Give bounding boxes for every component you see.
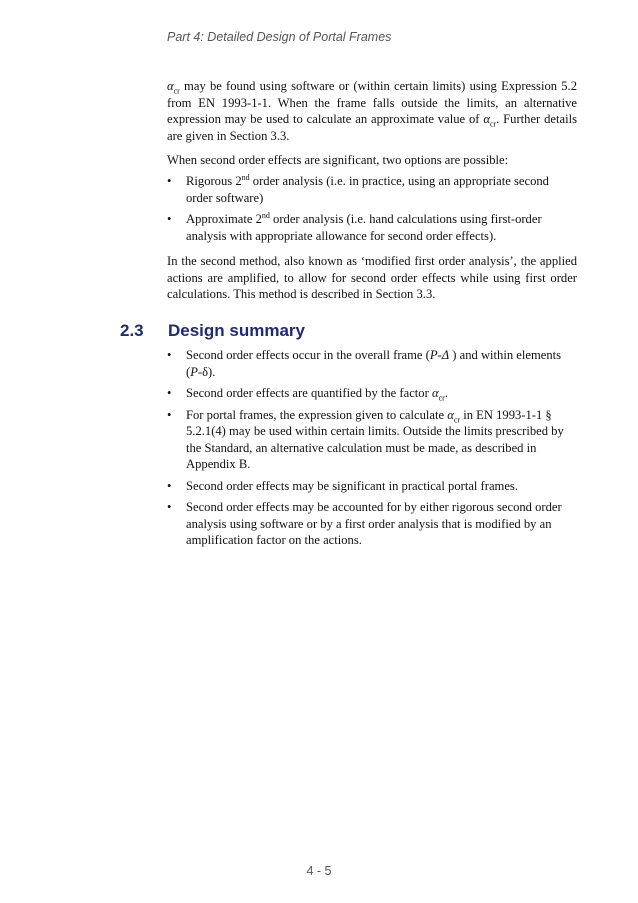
list-item: • Approximate 2nd order analysis (i.e. hand calculations using first-order analysis with appropriate allowance for second order effects). <box>167 210 542 243</box>
bullet-icon: • <box>167 212 172 226</box>
bullet-icon: • <box>167 478 172 493</box>
list-item: • Second order effects may be significant in practical portal frames. <box>167 478 518 493</box>
alpha-symbol: α <box>431 386 439 400</box>
list-item: • Rigorous 2nd order analysis (i.e. in practice, using an appropriate second order software) <box>167 172 549 205</box>
cr-subscript: cr <box>173 86 180 96</box>
summary-list <box>167 347 577 554</box>
bullet-icon: • <box>167 348 172 362</box>
bullet-icon: • <box>167 386 172 400</box>
list-item: • Second order effects occur in the overall frame (P-Δ ) and within elements (P-δ). <box>167 348 562 379</box>
page-number: 4 - 5 <box>306 864 332 878</box>
cr-subscript: cr <box>489 119 497 129</box>
list-item: • Second order effects may be accounted for by either rigorous second order analysis using software or by a first order analysis that is modified by an amplification factor on the actions. <box>167 500 562 547</box>
bullet-icon: • <box>167 174 172 188</box>
cr-subscript: cr <box>453 415 461 425</box>
alpha-symbol: α <box>483 112 490 126</box>
section-title: Design summary <box>168 321 305 340</box>
paragraph-second-method: In the second method, also known as ‘modified first order analysis’, the applied actions are amplified, to allow for second order effects while using first order calculations. This method is described in Section 3.3. <box>167 254 577 301</box>
list-item: • For portal frames, the expression given to calculate $\alpha_{cr}$ in EN 1993-1-1 § 5.2.1(4) may be used within certain limits. Outside the limits prescribed by the Standard, an alternative calculation must be made, as described in Appendix B. <box>167 407 564 471</box>
bullet-icon: • <box>167 407 172 422</box>
list-item: • Second order effects are quantified by the factor $\alpha_{cr}$. <box>167 386 448 403</box>
running-header: Part 4: Detailed Design of Portal Frames <box>167 30 392 44</box>
section-number: 2.3 <box>120 321 144 340</box>
options-list <box>167 173 577 249</box>
paragraph-text: may be found using software or (within certain limits) using Expression 5.2 from EN 1993-1-1. When the frame falls outside the limits, an alternative expression may be used to calculate an approximate value of <box>167 79 577 126</box>
paragraph-options-intro: When second order effects are significant, two options are possible: <box>167 153 509 167</box>
alpha-symbol: α <box>167 79 174 93</box>
cr-subscript: cr <box>438 393 445 403</box>
paragraph-text: . Further details are given in Section 3.3. <box>167 112 577 143</box>
paragraph-alpha-cr <box>167 78 577 144</box>
alpha-symbol: α <box>447 407 454 422</box>
bullet-icon: • <box>167 500 172 514</box>
section-heading <box>120 321 305 341</box>
